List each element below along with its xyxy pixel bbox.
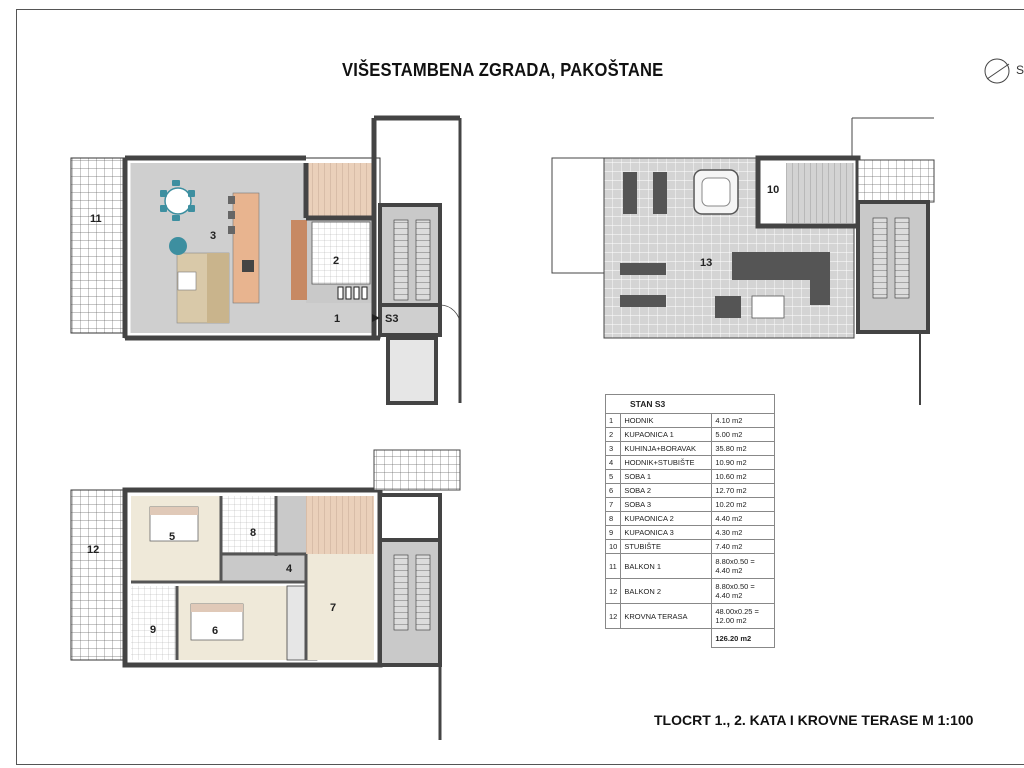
row-number: 9: [606, 526, 621, 540]
table-row: [606, 604, 775, 629]
table-row: [606, 428, 775, 442]
room-name: HODNIK: [621, 414, 712, 428]
area-value: 8.80x0.50 =: [715, 582, 755, 591]
row-number: 4: [606, 456, 621, 470]
row-number: 12: [606, 579, 621, 604]
room-label-6: 6: [212, 625, 219, 637]
room-name: SOBA 1: [621, 470, 712, 484]
room-label-2: 2: [333, 255, 340, 267]
row-number: 1: [606, 414, 621, 428]
room-area: [712, 540, 775, 554]
table-row: [606, 442, 775, 456]
room-name: STUBIŠTE: [621, 540, 712, 554]
room-area: [712, 554, 775, 579]
plan-first-floor: [71, 118, 460, 403]
area-value-result: 12.00 m2: [715, 616, 747, 625]
area-value: 7.40 m2: [715, 542, 743, 551]
row-number: 3: [606, 442, 621, 456]
room-area: [712, 512, 775, 526]
room-label-8: 8: [250, 527, 257, 539]
room-label-12: 12: [87, 544, 100, 556]
north-label: S: [1016, 63, 1024, 77]
area-value: 5.00 m2: [715, 430, 743, 439]
area-value: 8.80x0.50 =: [715, 557, 755, 566]
area-table-header: STAN S3: [606, 395, 775, 414]
room-name: KUPAONICA 3: [621, 526, 712, 540]
room-area: [712, 428, 775, 442]
room-area: [712, 604, 775, 629]
table-row: [606, 526, 775, 540]
drawing-title: VIŠESTAMBENA ZGRADA, PAKOŠTANE: [342, 60, 664, 80]
area-value: 35.80 m2: [715, 444, 747, 453]
row-number: 10: [606, 540, 621, 554]
total-row: [606, 629, 775, 648]
total-spacer: [606, 629, 712, 648]
row-number: 6: [606, 484, 621, 498]
area-value: 10.60 m2: [715, 472, 747, 481]
area-value-result: 4.40 m2: [715, 566, 743, 575]
plan-second-floor: [71, 450, 460, 740]
room-label-3: 3: [210, 230, 217, 242]
area-value: 10.90 m2: [715, 458, 747, 467]
room-label-5: 5: [169, 531, 176, 543]
row-number: 7: [606, 498, 621, 512]
table-row: [606, 414, 775, 428]
area-value: 48.00x0.25 =: [715, 607, 759, 616]
room-name: BALKON 1: [621, 554, 712, 579]
room-area: [712, 414, 775, 428]
room-area: [712, 579, 775, 604]
room-name: SOBA 3: [621, 498, 712, 512]
table-row: [606, 484, 775, 498]
area-value: 12.70 m2: [715, 486, 747, 495]
table-row: [606, 498, 775, 512]
room-name: KUPAONICA 2: [621, 512, 712, 526]
area-value: 4.10 m2: [715, 416, 743, 425]
room-name: BALKON 2: [621, 579, 712, 604]
room-area: [712, 526, 775, 540]
area-table: [605, 394, 775, 648]
room-label-10: 10: [767, 184, 780, 196]
room-area: [712, 498, 775, 512]
area-value: 4.40 m2: [715, 514, 743, 523]
room-area: [712, 470, 775, 484]
room-label-9: 9: [150, 624, 157, 636]
row-number: 11: [606, 554, 621, 579]
room-label-1: 1: [334, 313, 341, 325]
row-number: 8: [606, 512, 621, 526]
room-label-7: 7: [330, 602, 337, 614]
row-number: 12: [606, 604, 621, 629]
room-name: KROVNA TERASA: [621, 604, 712, 629]
area-value-result: 4.40 m2: [715, 591, 743, 600]
room-label-11: 11: [90, 213, 102, 225]
table-row: [606, 554, 775, 579]
room-name: HODNIK+STUBIŠTE: [621, 456, 712, 470]
table-row: [606, 456, 775, 470]
room-name: KUPAONICA 1: [621, 428, 712, 442]
room-area: [712, 456, 775, 470]
area-value: 10.20 m2: [715, 500, 747, 509]
room-area: [712, 484, 775, 498]
entry-label-s3: S3: [385, 313, 399, 325]
room-area: [712, 442, 775, 456]
room-name: SOBA 2: [621, 484, 712, 498]
table-row: [606, 579, 775, 604]
room-label-4: 4: [286, 563, 293, 575]
plan-subtitle: TLOCRT 1., 2. KATA I KROVNE TERASE M 1:100: [654, 712, 974, 728]
total-area: 126.20 m2: [712, 629, 775, 648]
row-number: 2: [606, 428, 621, 442]
table-row: [606, 512, 775, 526]
row-number: 5: [606, 470, 621, 484]
plan-roof-terrace: [552, 118, 934, 405]
room-label-13: 13: [700, 257, 713, 269]
table-row: [606, 540, 775, 554]
room-name: KUHINJA+BORAVAK: [621, 442, 712, 456]
area-value: 4.30 m2: [715, 528, 743, 537]
table-row: [606, 470, 775, 484]
